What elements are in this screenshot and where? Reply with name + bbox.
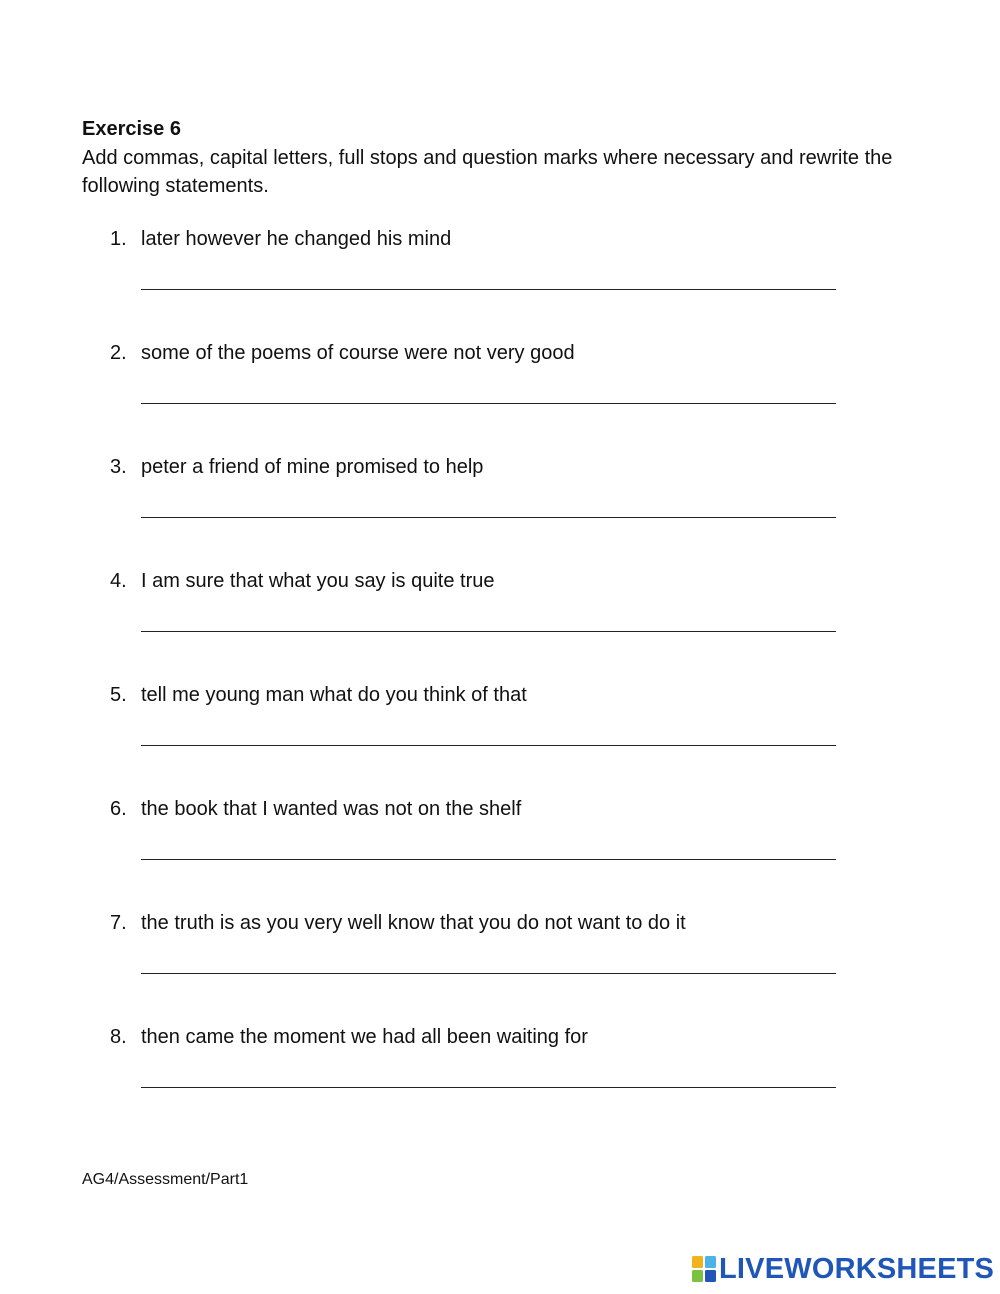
question-number: 3. xyxy=(110,456,127,478)
question-item xyxy=(0,794,1000,908)
answer-input[interactable] xyxy=(141,973,836,974)
question-number: 4. xyxy=(110,570,127,592)
document-code: AG4/Assessment/Part1 xyxy=(82,1171,249,1188)
liveworksheets-brand[interactable] xyxy=(692,1252,994,1286)
brand-name: LIVEWORKSHEETS xyxy=(719,1253,995,1285)
question-number: 2. xyxy=(110,342,127,364)
question-text: the truth is as you very well know that you do not want to do it xyxy=(141,912,686,934)
question-item xyxy=(0,680,1000,794)
answer-input[interactable] xyxy=(141,289,836,290)
answer-input[interactable] xyxy=(141,745,836,746)
exercise-title: Exercise 6 xyxy=(82,118,181,140)
question-item xyxy=(0,338,1000,452)
answer-input[interactable] xyxy=(141,1087,836,1088)
question-list xyxy=(0,224,1000,1136)
question-number: 5. xyxy=(110,684,127,706)
answer-input[interactable] xyxy=(141,631,836,632)
question-text: tell me young man what do you think of that xyxy=(141,684,527,706)
question-item xyxy=(0,452,1000,566)
question-number: 6. xyxy=(110,798,127,820)
exercise-instructions: Add commas, capital letters, full stops and question marks where necessary and rewrite the following statements. xyxy=(82,147,893,197)
answer-input[interactable] xyxy=(141,403,836,404)
question-text: peter a friend of mine promised to help xyxy=(141,456,484,478)
question-item xyxy=(0,1022,1000,1136)
question-number: 8. xyxy=(110,1026,127,1048)
answer-input[interactable] xyxy=(141,859,836,860)
liveworksheets-logo-icon xyxy=(692,1256,716,1282)
question-text: later however he changed his mind xyxy=(141,228,452,250)
question-item xyxy=(0,224,1000,338)
question-item xyxy=(0,566,1000,680)
question-text: the book that I wanted was not on the shelf xyxy=(141,798,522,820)
answer-input[interactable] xyxy=(141,517,836,518)
question-item xyxy=(0,908,1000,1022)
question-text: some of the poems of course were not very good xyxy=(141,342,575,364)
question-number: 7. xyxy=(110,912,127,934)
question-text: then came the moment we had all been waiting for xyxy=(141,1026,588,1048)
question-text: I am sure that what you say is quite true xyxy=(141,570,495,592)
question-number: 1. xyxy=(110,228,127,250)
